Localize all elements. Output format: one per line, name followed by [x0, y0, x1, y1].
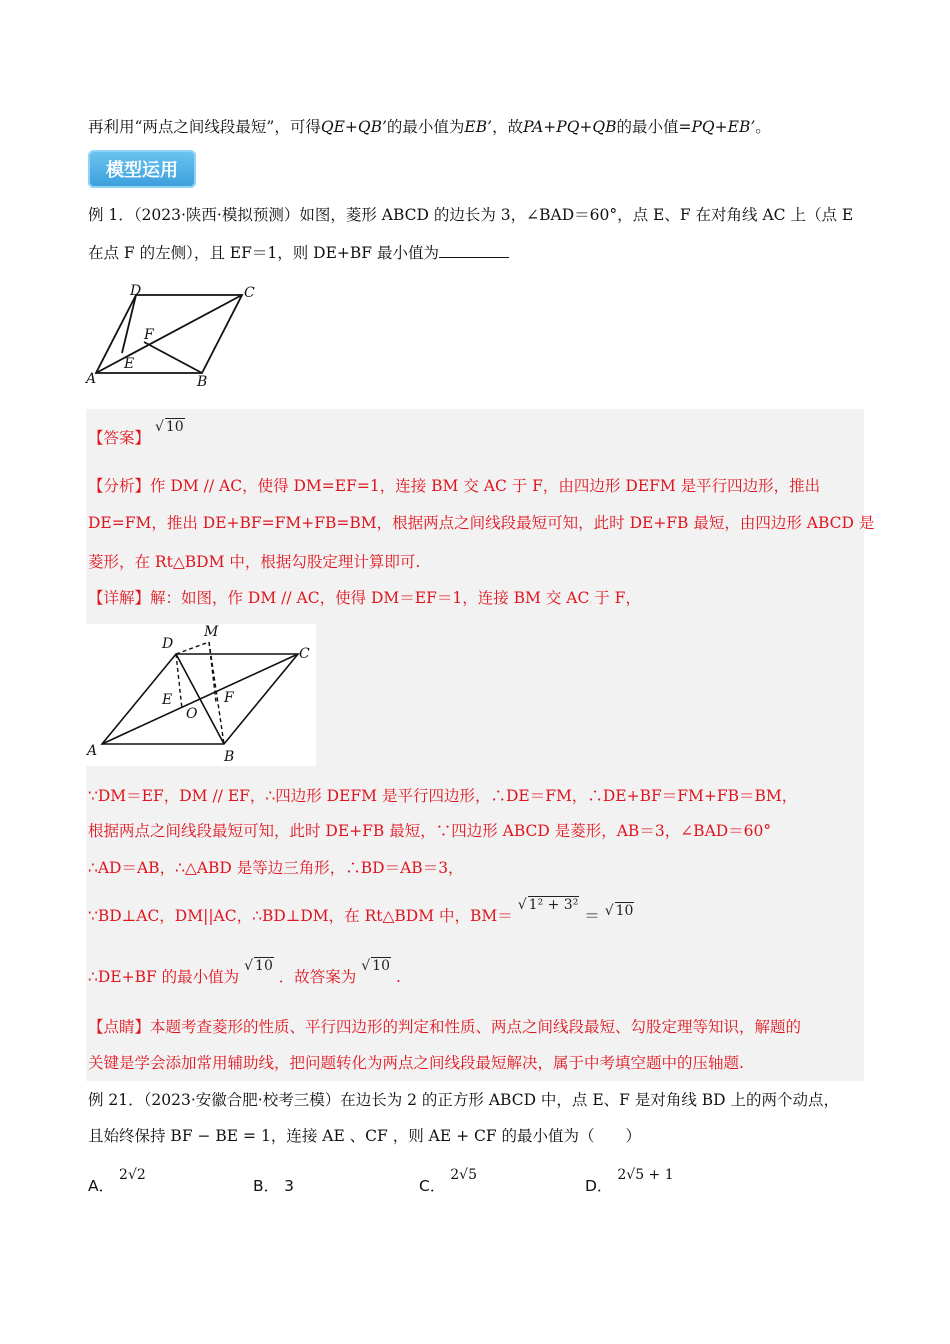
intro-text: 。	[755, 118, 771, 136]
option-d	[585, 1167, 674, 1198]
option-c-value: 2√5	[450, 1167, 478, 1183]
intro-text: 的最小值为	[386, 118, 465, 136]
comment-line1: 【点睛】本题考查菱形的性质、平行四边形的判定和性质、两点之间线段最短、勾股定理等知识，解题的	[88, 1018, 802, 1036]
bm-value: √ 10	[604, 903, 634, 919]
intro-line	[88, 116, 771, 138]
option-b-key: B．	[253, 1177, 280, 1195]
rhombus-figure-2	[86, 624, 316, 766]
solution-line3: ∴AD＝AB，∴△ABD 是等边三角形，∴BD＝AB＝3，	[88, 859, 464, 877]
intro-text: 再利用“两点之间线段最短”，可得	[88, 118, 321, 136]
comment-line2: 关键是学会添加常用辅助线，把问题转化为两点之间线段最短解决，属于中考填空题中的压轴题.	[88, 1054, 744, 1072]
fig1-label-b: B	[197, 374, 208, 390]
solution-line5-text: .	[395, 968, 401, 986]
option-b-value: 3	[284, 1177, 294, 1195]
section-badge: 模型运用	[88, 150, 196, 188]
answer-line	[88, 419, 185, 450]
option-c-key: C．	[419, 1177, 446, 1195]
fig2-label-m: M	[204, 624, 219, 640]
solution-line4-text: ∵BD⊥AC，DM||AC，∴BD⊥DM，在 Rt△BDM 中，BM＝	[88, 907, 513, 925]
option-c	[419, 1167, 478, 1198]
fig2-label-e: E	[162, 692, 173, 708]
intro-text: ，故	[492, 118, 524, 136]
min-value: √ 10	[244, 958, 273, 974]
fig2-label-a: A	[87, 743, 98, 759]
intro-text: 的最小值=	[616, 118, 692, 136]
analysis-line2: DE=FM，推出 DE+BF=FM+FB=BM，根据两点之间线段最短可知，此时 DE+FB 最短，由四边形 ABCD 是	[88, 514, 875, 532]
intro-term: PA+PQ+QB	[523, 118, 617, 136]
fig2-label-c: C	[299, 646, 310, 662]
option-d-value: 2√5 + 1	[617, 1167, 674, 1183]
option-d-key: D．	[585, 1177, 613, 1195]
solution-line5-text: ∴DE+BF 的最小值为	[88, 968, 240, 986]
fig1-label-a: A	[86, 371, 97, 387]
example21-line1: 例 21．（2023·安徽合肥·校考三模）在边长为 2 的正方形 ABCD 中，点 E、F 是对角线 BD 上的两个动点，	[88, 1091, 840, 1109]
example1-line1: 例 1．（2023·陕西·模拟预测）如图，菱形 ABCD 的边长为 3，∠BAD＝60°，点 E、F 在对角线 AC 上（点 E	[88, 206, 854, 224]
answer-blank	[439, 241, 509, 258]
solution-line4	[88, 897, 634, 928]
solution-line5	[88, 958, 401, 989]
fig1-label-c: C	[244, 285, 255, 301]
fig1-label-f: F	[144, 327, 154, 343]
option-a-key: A．	[88, 1177, 115, 1195]
answer-value: √ 10	[154, 419, 184, 435]
final-answer: √ 10	[361, 958, 390, 974]
analysis-line3: 菱形，在 Rt△BDM 中，根据勾股定理计算即可.	[88, 553, 421, 571]
rhombus-figure-1	[84, 282, 274, 392]
equals-sign: ＝	[584, 907, 600, 925]
intro-term: QE+QB’	[320, 118, 387, 136]
fig2-label-o: O	[186, 706, 198, 722]
intro-term: PQ+EB’	[691, 118, 756, 136]
intro-term: EB’	[464, 118, 493, 136]
analysis-line1: 【分析】作 DM // AC，使得 DM=EF=1，连接 BM 交 AC 于 F，由四边形 DEFM 是平行四边形，推出	[88, 477, 821, 495]
fig2-label-d: D	[162, 636, 174, 652]
option-b	[253, 1175, 294, 1197]
example1-line2-text: 在点 F 的左侧），且 EF＝1，则 DE+BF 最小值为	[88, 244, 439, 262]
example21-line2: 且始终保持 BF − BE = 1，连接 AE 、CF ，则 AE + CF 的最小值为（ ）	[88, 1127, 642, 1145]
option-a-value: 2√2	[119, 1167, 146, 1183]
bm-radical: √ 1² + 3²	[517, 897, 579, 913]
solution-line2: 根据两点之间线段最短可知，此时 DE+FB 最短，∵四边形 ABCD 是菱形，AB＝3，∠BAD＝60°	[88, 822, 772, 840]
fig1-label-e: E	[124, 356, 135, 372]
option-a	[88, 1167, 146, 1198]
fig2-label-f: F	[224, 690, 234, 706]
fig2-label-b: B	[224, 749, 235, 765]
detail-line1: 【详解】解：如图，作 DM // AC，使得 DM＝EF＝1，连接 BM 交 AC 于 F，	[88, 589, 641, 607]
solution-line5-text: ．故答案为	[278, 968, 357, 986]
example1-line2	[88, 241, 509, 264]
fig1-label-d: D	[130, 283, 142, 299]
answer-label: 【答案】	[88, 429, 151, 447]
solution-line1: ∵DM＝EF，DM // EF，∴四边形 DEFM 是平行四边形，∴DE＝FM，∴DE+BF＝FM+FB＝BM，	[88, 787, 798, 805]
